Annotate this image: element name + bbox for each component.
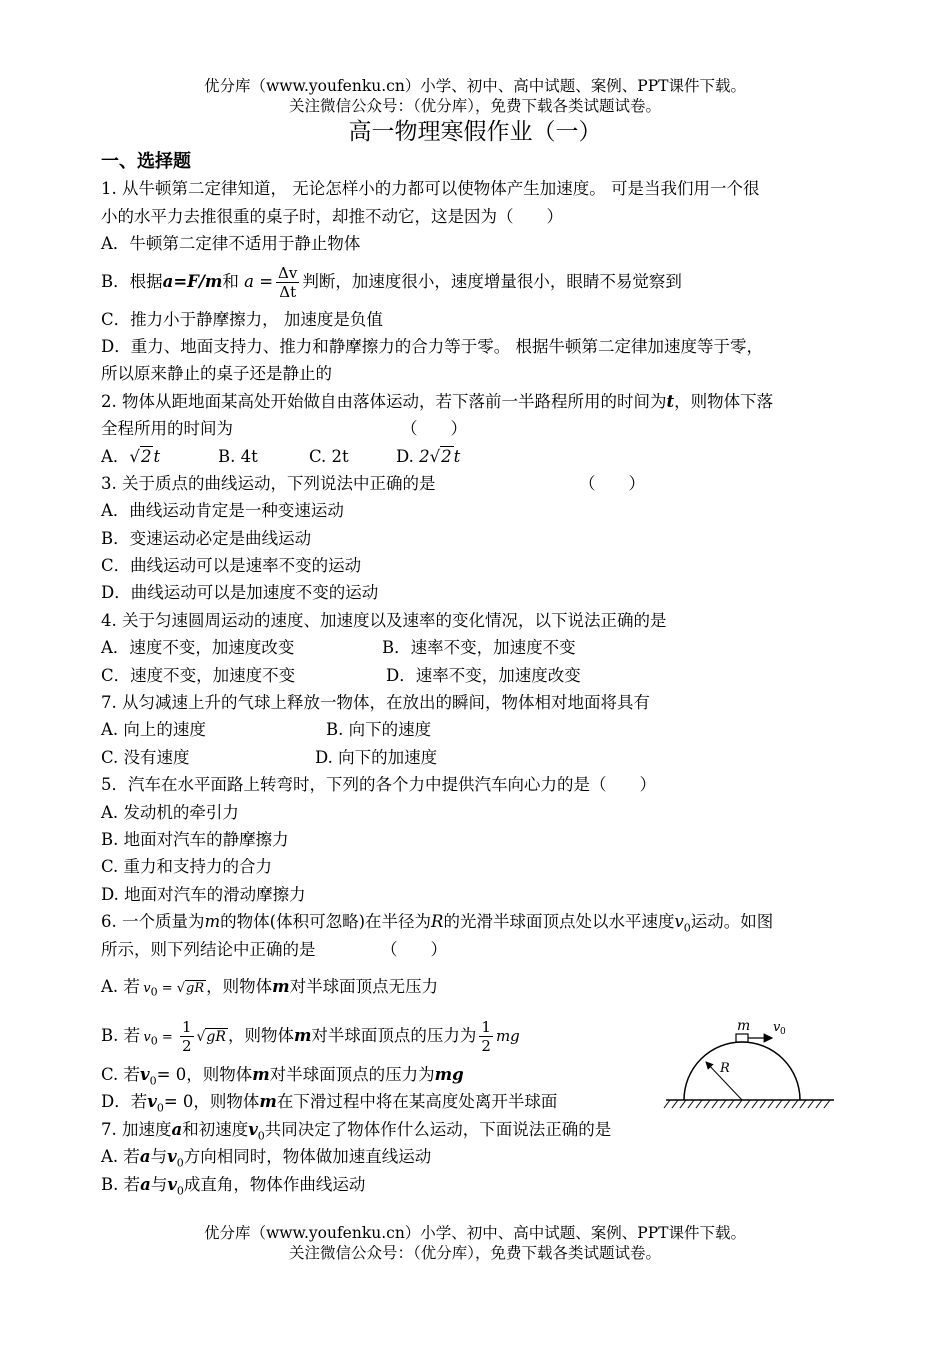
footer-line-1: 优分库（www.youfenku.cn）小学、初中、高中试题、案例、PPT课件下载。 (203, 1224, 747, 1242)
q2-paren: （ ） (401, 419, 467, 439)
q6-l2: 所示，则下列结论中正确的是 (101, 939, 316, 959)
q7a-option-b: B. 向下的速度 (326, 720, 432, 740)
q2-l1b: ，则物体下落 (674, 391, 774, 411)
q3-paren: （ ） (579, 473, 645, 493)
q7b-stem-mid: 和初速度 (182, 1119, 249, 1139)
q6-b-force-fraction (479, 1018, 493, 1055)
figure-label-v: v (773, 1020, 781, 1035)
q4-options-ab (101, 634, 861, 661)
q6-b-force-den: 2 (481, 1036, 491, 1055)
q6-a-post1: ，则物体 (206, 976, 273, 996)
q2-option-c: C. 2t (309, 446, 349, 466)
q6-a-pre: A. 若 (101, 976, 140, 996)
q7b-a-post: 方向相同时，物体做加速直线运动 (183, 1147, 432, 1167)
q6-b-pre: B. 若 (101, 1025, 141, 1045)
q6-l1-mid1: 的物体(体积可忽略)在半径为 (220, 912, 432, 932)
q6-d-mid: = 0，则物体 (163, 1092, 260, 1112)
q2-stem-line1 (101, 388, 861, 415)
q3-option-c: C．曲线运动可以是速率不变的运动 (101, 556, 362, 576)
q7b-stem (101, 1116, 861, 1143)
q6-d-v: v (147, 1092, 157, 1112)
q6-l1-post: 运动。如图 (690, 912, 774, 932)
q1-option-a: A．牛顿第二定律不适用于静止物体 (101, 234, 361, 254)
q5-option-c: C. 重力和支持力的合力 (101, 857, 273, 877)
q3-option-d: D．曲线运动可以是加速度不变的运动 (101, 583, 379, 603)
q4-option-d: D．速率不变，加速度改变 (386, 665, 581, 685)
q6-b-eq: = (157, 1029, 177, 1045)
q6-a-rad: gR (186, 980, 205, 996)
q7b-a-v: v (167, 1147, 177, 1167)
q2-d-t: t (453, 446, 461, 466)
q6-b-force-num: 1 (481, 1017, 491, 1036)
q6-v: v (674, 912, 684, 932)
q7a-option-a: A. 向上的速度 (101, 720, 206, 740)
q6-b-lhs: v (143, 1029, 151, 1045)
q6-b-formula-lhs (143, 1029, 177, 1048)
q6-stem-line1 (101, 908, 861, 935)
q6-b-sqrt: √gR (196, 1028, 226, 1045)
q7b-b-a: a (140, 1174, 151, 1194)
q4-option-b: B．速率不变，加速度不变 (382, 638, 576, 658)
q1-b-pre: B．根据 (101, 271, 163, 291)
q6-c-v: v (140, 1064, 150, 1084)
q7b-option-a (101, 1143, 861, 1170)
section-heading: 一、选择题 (101, 151, 191, 172)
q2-option-a (101, 443, 160, 470)
q2-d-label: D. (396, 446, 414, 466)
footer-line-2: 关注微信公众号：（优分库），免费下载各类试题试卷。 (288, 1244, 661, 1262)
q6-b-mg: mg (495, 1026, 520, 1045)
q5-stem: 5．汽车在水平面路上转弯时，下列的各个力中提供汽车向心力的是（ ） (101, 775, 656, 795)
q2-l1a: 2. 物体从距地面某高处开始做自由落体运动，若下落前一半路程所用的时间为 (101, 391, 667, 411)
q6-d-v-sub: 0 (156, 1101, 164, 1115)
q7b-option-b (101, 1171, 861, 1198)
q1-option-b (101, 258, 861, 306)
q6-l1-pre: 6. 一个质量为 (101, 912, 205, 932)
q2-a-t: t (153, 446, 161, 466)
q6-a-m: m (272, 976, 290, 996)
q6-a-eq: = (157, 980, 177, 996)
ground-hatching (664, 1100, 830, 1108)
q7b-v: v (248, 1119, 258, 1139)
q2-a-rad: 2 (140, 446, 152, 466)
q2-d-sqrt: √2 (429, 446, 452, 466)
q6-c-pre: C. 若 (101, 1064, 141, 1084)
q7b-a-mid: 与 (150, 1147, 168, 1167)
q7a-options-ab (101, 716, 861, 743)
q6-a-formula (143, 980, 206, 999)
figure-label-v-sub: 0 (780, 1027, 786, 1037)
q7b-a: a (171, 1119, 183, 1139)
q1-stem-line2: 小的水平力去推很重的桌子时，却推不动它，这是因为（ ） (101, 206, 563, 226)
q7a-option-c: C. 没有速度 (101, 747, 190, 767)
q1-b-formula: a=F/m (162, 271, 223, 291)
q6-c-mg: mg (434, 1064, 464, 1084)
q6-v-sub: 0 (683, 921, 691, 935)
q6-l1-mid2: 的光滑半球面顶点处以水平速度 (443, 912, 675, 932)
q6-c-v-sub: 0 (149, 1074, 157, 1088)
hemisphere-figure (662, 1014, 840, 1114)
q6-stem-line2 (101, 936, 861, 963)
q7b-stem-post: 共同决定了物体作什么运动，下面说法正确的是 (264, 1119, 612, 1139)
block (736, 1034, 748, 1042)
q6-d-pre: D．若 (101, 1092, 148, 1112)
q6-b-rad: gR (206, 1028, 226, 1045)
q1-option-c: C．推力小于静摩擦力， 加速度是负值 (101, 309, 383, 329)
q6-b-m: m (293, 1025, 312, 1045)
q4-option-a: A．速度不变，加速度改变 (101, 638, 295, 658)
q7b-stem-pre: 7. 加速度 (101, 1119, 172, 1139)
q6-d-post: 在下滑过程中将在某高度处离开半球面 (276, 1092, 558, 1112)
figure-label-m: m (737, 1018, 751, 1034)
q2-a-sqrt: √2 (129, 446, 152, 466)
q6-a-post2: 对半球面顶点无压力 (289, 976, 439, 996)
q4-stem: 4. 关于匀速圆周运动的速度、加速度以及速率的变化情况，以下说法正确的是 (101, 610, 667, 630)
q6-b-fraction (180, 1018, 194, 1055)
q6-b-den: 2 (181, 1036, 192, 1055)
q6-a-sqrt: √gR (176, 980, 205, 996)
q7b-b-v: v (167, 1174, 177, 1194)
q4-options-cd (101, 662, 861, 689)
q1-b-post: 判断，加速度很小，速度增量很小，眼睛不易觉察到 (302, 271, 682, 291)
q7b-b-v-sub: 0 (176, 1183, 184, 1197)
q2-a-label: A． (101, 446, 130, 466)
q6-b-num: 1 (181, 1017, 192, 1036)
header-line-1: 优分库（www.youfenku.cn）小学、初中、高中试题、案例、PPT课件下载。 (203, 77, 747, 95)
q1-option-d-line1: D．重力、地面支持力、推力和静摩擦力的合力等于零。 根据牛顿第二定律加速度等于零， (101, 336, 763, 356)
q7b-b-mid: 与 (150, 1174, 168, 1194)
q4-option-c: C．速度不变，加速度不变 (101, 665, 296, 685)
q7b-b-pre: B. 若 (101, 1174, 141, 1194)
q6-R: R (431, 912, 444, 932)
q6-m: m (204, 912, 221, 932)
header-line-2: 关注微信公众号：（优分库），免费下载各类试题试卷。 (288, 97, 661, 115)
q7b-a-v-sub: 0 (176, 1156, 184, 1170)
page-title: 高一物理寒假作业（一） (348, 119, 602, 145)
q3-stem-text: 3. 关于质点的曲线运动，下列说法中正确的是 (101, 473, 436, 493)
q2-d-coef: 2 (419, 446, 430, 466)
hemisphere-arc (684, 1042, 800, 1100)
q1-b-den: Δt (279, 282, 297, 301)
q3-stem (101, 470, 861, 497)
q2-options (101, 443, 861, 470)
q6-c-mid: = 0，则物体 (156, 1064, 253, 1084)
q6-a-lhs: v (143, 980, 151, 996)
q6-c-mid2: 对半球面顶点的压力为 (269, 1064, 435, 1084)
q6-c-m: m (252, 1064, 270, 1084)
q3-option-b: B．变速运动必定是曲线运动 (101, 528, 312, 548)
q1-b-num: Δv (278, 263, 298, 282)
q2-option-b: B. 4t (218, 446, 258, 466)
q1-option-d-line2: 所以原来静止的桌子还是静止的 (101, 364, 332, 384)
q2-stem-line2 (101, 415, 861, 442)
q6-a-lhs-sub: 0 (150, 985, 158, 999)
q6-b-post1: ，则物体 (227, 1025, 294, 1045)
q6-option-a (101, 963, 861, 1011)
q6-d-m: m (259, 1092, 277, 1112)
q7b-b-post: 成直角，物体作曲线运动 (183, 1174, 366, 1194)
q1-b-lhs: a = (244, 271, 274, 291)
q6-b-lhs-sub: 0 (150, 1034, 158, 1048)
q7b-v-sub: 0 (257, 1129, 265, 1143)
q2-option-d (396, 443, 460, 470)
q7a-options-cd (101, 744, 861, 771)
q2-t: t (666, 391, 675, 411)
figure-label-R: R (720, 1061, 730, 1076)
q7a-stem: 7. 从匀减速上升的气球上释放一物体，在放出的瞬间，物体相对地面将具有 (101, 693, 650, 713)
q7a-option-d: D. 向下的加速度 (315, 747, 438, 767)
q1-b-fraction (276, 264, 299, 301)
q5-option-b: B. 地面对汽车的静摩擦力 (101, 829, 289, 849)
q5-option-d: D. 地面对汽车的滑动摩擦力 (101, 884, 306, 904)
q6-paren: （ ） (381, 939, 447, 959)
q6-b-post2: 对半球面顶点的压力为 (311, 1025, 477, 1045)
q5-option-a: A. 发动机的牵引力 (101, 802, 239, 822)
q2-d-rad: 2 (441, 446, 452, 466)
q7b-a-pre: A. 若 (101, 1147, 140, 1167)
q1-stem-line1: 1. 从牛顿第二定律知道， 无论怎样小的力都可以使物体产生加速度。 可是当我们用一个很 (101, 179, 760, 199)
q7b-a-a: a (139, 1147, 151, 1167)
q3-option-a: A．曲线运动肯定是一种变速运动 (101, 501, 344, 521)
q1-b-and: 和 (222, 271, 239, 291)
q2-l2: 全程所用的时间为 (101, 419, 233, 439)
